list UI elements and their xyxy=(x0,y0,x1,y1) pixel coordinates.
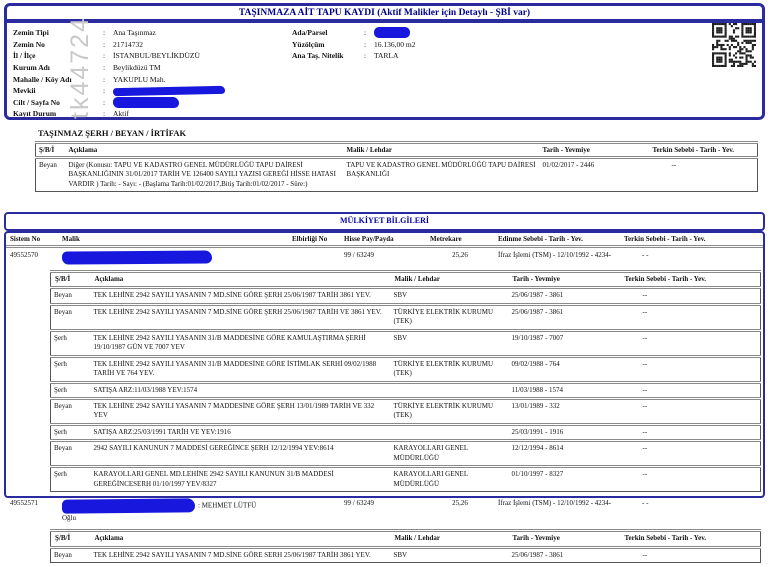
sbi-tarih: 25/06/1987 - 3861 xyxy=(509,288,621,304)
sbi-terkin: -- xyxy=(621,441,761,467)
sbi-row xyxy=(51,288,761,304)
field-mahalle-koy-adi xyxy=(13,73,756,85)
sbi-malik: KARAYOLLARI GENEL MÜDÜRLÜĞÜ xyxy=(391,467,509,492)
sbi-terkin: -- xyxy=(621,398,761,424)
sbi-header-row xyxy=(51,531,761,547)
sbi-malik: TÜRKİYE ELEKTRİK KURUMU (TEK) xyxy=(391,356,509,382)
sbi-malik xyxy=(391,424,509,440)
field-ada-parsel xyxy=(292,27,592,39)
mulkiyet-header-row xyxy=(6,233,763,247)
owner-sbi-wrap xyxy=(50,529,761,563)
owner-row xyxy=(6,247,763,268)
sbi-header-row xyxy=(51,272,761,288)
field-label: Yüzölçüm xyxy=(292,39,325,49)
field-yuzolcum xyxy=(292,39,592,51)
sbi-tarih: 12/12/1994 - 8614 xyxy=(509,441,621,467)
sbi-row xyxy=(51,330,761,356)
sbi-tarih: 01/10/1997 - 8327 xyxy=(509,467,621,492)
sbi-aciklama: SATIŞA ARZ:11/03/1988 YEV:1574 xyxy=(91,382,391,398)
sbi-aciklama: KARAYOLLARI GENEL MD.LEHİNE 2942 SAYILI KANUNUN 31/B MADDESİ GEREĞİNCESERH 01/10/1997 YEV/8327 xyxy=(91,467,391,492)
col-sbi: Ş/B/İ xyxy=(51,272,91,288)
field-value: Aktif xyxy=(113,109,129,119)
mulkiyet-box xyxy=(4,231,765,559)
owner-sbi-table xyxy=(50,529,761,563)
redacted-value xyxy=(374,27,410,38)
col-terkin: Terkin Sebebi - Tarih - Yev. xyxy=(650,143,758,158)
owner-name-line2: Oğlu xyxy=(62,514,76,522)
col-aciklama: Açıklama xyxy=(66,143,344,158)
sbi-row xyxy=(51,467,761,492)
sbi-terkin: -- xyxy=(671,161,677,169)
mulkiyet-title-bar xyxy=(4,212,765,231)
owner-metrekare: 25,26 xyxy=(452,251,468,259)
sbi-row xyxy=(51,382,761,398)
sbi-type: Beyan xyxy=(39,161,57,169)
sbi-terkin: -- xyxy=(621,356,761,382)
mulkiyet-table xyxy=(6,233,763,567)
owner-terkin: - - xyxy=(642,251,649,259)
serh-table-header xyxy=(36,143,758,158)
owner-edinme: İfraz İşlemi (TSM) - 12/10/1992 - 4234- xyxy=(498,251,612,259)
field-value: 21714732 xyxy=(113,39,143,49)
serh-table xyxy=(35,141,758,192)
sbi-malik xyxy=(391,382,509,398)
watermark: tk44724 xyxy=(66,16,94,119)
colon: : xyxy=(103,109,106,119)
sbi-tarih: 25/06/1987 - 3861 xyxy=(509,547,621,562)
owner-sbi-wrap xyxy=(50,270,761,492)
col-sbi: Ş/B/İ xyxy=(51,531,91,547)
sbi-aciklama: TEK LEHİNE 2942 SAYILI YASANIN 31/B MADDESİNE GÖRE KAMULAŞTIRMA ŞERHİ 19/10/1987 GÜN VE 7007 YEV xyxy=(91,330,391,356)
col-sistem-no: Sistem No xyxy=(6,233,58,247)
sbi-row xyxy=(51,441,761,467)
colon: : xyxy=(103,63,106,73)
property-fields xyxy=(7,23,762,120)
sbi-malik: SBV xyxy=(391,288,509,304)
colon: : xyxy=(103,74,106,84)
field-value xyxy=(113,86,225,95)
owner-elbirligi xyxy=(288,247,340,268)
field-kayit-durum xyxy=(13,108,756,120)
sbi-malik: TÜRKİYE ELEKTRİK KURUMU (TEK) xyxy=(391,398,509,424)
owner-malik xyxy=(58,496,288,526)
field-label: Ada/Parsel xyxy=(292,28,328,38)
sbi-type: Beyan xyxy=(51,288,91,304)
sbi-tarih: 25/06/1987 - 3861 xyxy=(509,304,621,330)
owner-name-suffix: : MEHMET LÜTFÜ xyxy=(198,501,257,510)
sbi-aciklama: 2942 SAYILI KANUNUN 7 MADDESİ GEREĞİNCE ŞERH 12/12/1994 YEV:8614 xyxy=(91,441,391,467)
colon: : xyxy=(103,86,106,96)
field-label: Zemin No xyxy=(13,39,45,49)
qr-code xyxy=(712,23,756,67)
sbi-aciklama: TEK LEHİNE 2942 SAYILI YASANIN 31/B MADDESİNE GÖRE İSTİMLAK SERHİ 09/02/1988 TARİH VE 764 YEV. xyxy=(91,356,391,382)
redacted-value xyxy=(113,97,179,108)
sbi-tarih: 09/02/1988 - 764 xyxy=(509,356,621,382)
sbi-type: Şerh xyxy=(51,330,91,356)
sbi-aciklama: TEK LEHİNE 2942 SAYILI YASANIN 7 MD.SİNE GÖRE SERH 25/06/1987 TARİH 3861 YEV. xyxy=(91,547,391,562)
field-kurum-adi xyxy=(13,62,756,74)
sbi-aciklama: TEK LEHİNE 2942 SAYILI YASANIN 7 MD.SİNE GÖRE ŞERH 25/06/1987 TARİH VE 3861 YEV. xyxy=(91,304,391,330)
field-label: Cilt / Sayfa No xyxy=(13,97,60,107)
col-malik-lehdar: Malik / Lehdar xyxy=(391,531,509,547)
col-tarih-yevmiye: Tarih - Yevmiye xyxy=(540,143,650,158)
sbi-aciklama: SATIŞA ARZ:25/03/1991 TARİH VE YEV:1916 xyxy=(91,424,391,440)
col-malik-lehdar: Malik / Lehdar xyxy=(344,143,540,158)
field-label: Zemin Tipi xyxy=(13,28,49,38)
serh-section-heading: TAŞINMAZ ŞERH / BEYAN / İRTİFAK xyxy=(38,128,187,138)
sbi-type: Beyan xyxy=(51,441,91,467)
field-label: İl / İlçe xyxy=(13,51,36,61)
owner-elbirligi xyxy=(288,496,340,526)
col-edinme: Edinme Sebebi - Tarih - Yev. xyxy=(494,233,620,247)
serh-row xyxy=(36,158,758,192)
sbi-row xyxy=(51,304,761,330)
field-label: Mahalle / Köy Adı xyxy=(13,74,72,84)
sbi-row xyxy=(51,424,761,440)
document-title: TAŞINMAZA AİT TAPU KAYDI (Aktif Malikler için Detaylı - ŞBİ var) xyxy=(238,8,531,18)
sbi-type: Beyan xyxy=(51,547,91,562)
sbi-malik: KARAYOLLARI GENEL MÜDÜRLÜĞÜ xyxy=(391,441,509,467)
sbi-malik: TAPU VE KADASTRO GENEL MÜDÜRLÜĞÜ TAPU DAİRESİ BAŞKANLIĞI xyxy=(346,161,536,179)
col-aciklama: Açıklama xyxy=(91,272,391,288)
field-label: Mevkii xyxy=(13,86,36,96)
owner-hisse: 99 / 63249 xyxy=(344,251,374,259)
field-cilt-sayfa-no xyxy=(13,97,756,109)
redacted-value xyxy=(113,86,225,96)
owner-edinme: İfraz İşlemi (TSM) - 12/10/1992 - 4234- xyxy=(498,499,612,507)
field-label: Kayıt Durum xyxy=(13,109,57,119)
sbi-row xyxy=(51,356,761,382)
colon: : xyxy=(364,28,367,38)
sbi-terkin: -- xyxy=(621,547,761,562)
sbi-terkin: -- xyxy=(621,330,761,356)
col-malik-lehdar: Malik / Lehdar xyxy=(391,272,509,288)
sbi-type: Şerh xyxy=(51,356,91,382)
sbi-terkin: -- xyxy=(621,382,761,398)
sbi-terkin: -- xyxy=(621,467,761,492)
field-value: Beylikdüzü TM xyxy=(113,63,161,73)
col-metrekare: Metrekare xyxy=(426,233,494,247)
owner-sistem-no: 49552571 xyxy=(10,499,38,507)
property-info-box xyxy=(4,3,765,120)
col-terkin: Terkin Sebebi - Tarih - Yev. xyxy=(620,233,763,247)
field-label: Kurum Adı xyxy=(13,63,50,73)
col-terkin: Terkin Sebebi - Tarih - Yev. xyxy=(621,531,761,547)
sbi-aciklama: TEK LEHİNE 2942 SAYILI YASANIN 7 MADDESİNE GÖRE ŞERH 13/01/1989 TARİH VE 332 YEV xyxy=(91,398,391,424)
owner-sbi-section xyxy=(6,267,763,496)
colon: : xyxy=(103,28,106,38)
colon: : xyxy=(364,39,367,49)
sbi-tarih: 01/02/2017 - 2446 xyxy=(542,161,595,169)
col-aciklama: Açıklama xyxy=(91,531,391,547)
sbi-tarih: 19/10/1987 - 7007 xyxy=(509,330,621,356)
col-tarih-yevmiye: Tarih - Yevmiye xyxy=(509,531,621,547)
owner-sbi-table xyxy=(50,270,761,492)
property-fields-right xyxy=(292,27,592,62)
sbi-terkin: -- xyxy=(621,288,761,304)
field-value: 16.136,00 m2 xyxy=(374,39,416,49)
sbi-malik: SBV xyxy=(391,547,509,562)
sbi-type: Beyan xyxy=(51,398,91,424)
colon: : xyxy=(103,51,106,61)
field-value xyxy=(374,27,410,38)
colon: : xyxy=(364,51,367,61)
sbi-tarih: 13/01/1989 - 332 xyxy=(509,398,621,424)
sbi-type: Şerh xyxy=(51,382,91,398)
redacted-owner-name xyxy=(62,498,195,513)
col-terkin: Terkin Sebebi - Tarih - Yev. xyxy=(621,272,761,288)
sbi-aciklama: TEK LEHİNE 2942 SAYILI YASANIN 7 MD.SİNE GÖRE ŞERH 25/06/1987 TARİH 3861 YEV. xyxy=(91,288,391,304)
owner-metrekare: 25,26 xyxy=(452,499,468,507)
owner-malik xyxy=(58,247,288,268)
sbi-type: Beyan xyxy=(51,304,91,330)
col-elbirligi-no: Elbirliği No xyxy=(288,233,340,247)
owner-terkin: - - xyxy=(642,499,649,507)
col-hisse: Hisse Pay/Payda xyxy=(340,233,426,247)
sbi-tarih: 11/03/1988 - 1574 xyxy=(509,382,621,398)
sbi-row xyxy=(51,398,761,424)
sbi-terkin: -- xyxy=(621,304,761,330)
mulkiyet-title: MÜLKİYET BİLGİLERİ xyxy=(340,216,429,225)
col-sbi: Ş/B/İ xyxy=(36,143,66,158)
field-label: Ana Taş. Nitelik xyxy=(292,51,344,61)
owner-row xyxy=(6,496,763,526)
sbi-terkin: -- xyxy=(621,424,761,440)
sbi-type: Şerh xyxy=(51,467,91,492)
owner-sistem-no: 49552570 xyxy=(10,251,38,259)
colon: : xyxy=(103,39,106,49)
sbi-type: Şerh xyxy=(51,424,91,440)
field-value: Ana Taşınmaz xyxy=(113,28,156,38)
sbi-row xyxy=(51,547,761,562)
field-value: TARLA xyxy=(374,51,399,61)
field-value: İSTANBUL/BEYLİKDÜZÜ xyxy=(113,51,200,61)
owner-sbi-section xyxy=(6,526,763,567)
sbi-malik: SBV xyxy=(391,330,509,356)
field-ana-tas-nitelik xyxy=(292,50,592,62)
sbi-aciklama: Diğer (Konusu: TAPU VE KADASTRO GENEL MÜDÜRLÜĞÜ TAPU DAİRESİ BAŞKANLIĞININ 31/01/2017 TARİH VE 126400 SAYILI YAZISI GEREĞİ HİSSE HATASI VARDIR ) Tarih: - Sayı: - (Başlama Tarih:01/02/2017,Bitiş Tarih:01/02/2017 - Süre:) xyxy=(68,161,336,188)
col-tarih-yevmiye: Tarih - Yevmiye xyxy=(509,272,621,288)
field-value xyxy=(113,97,179,108)
owner-hisse: 99 / 63249 xyxy=(344,499,374,507)
colon: : xyxy=(103,97,106,107)
redacted-owner-name xyxy=(62,250,212,264)
field-value: YAKUPLU Mah. xyxy=(113,74,166,84)
sbi-tarih: 25/03/1991 - 1916 xyxy=(509,424,621,440)
col-malik: Malik xyxy=(58,233,288,247)
field-mevkii xyxy=(13,85,756,97)
sbi-malik: TÜRKİYE ELEKTRİK KURUMU (TEK) xyxy=(391,304,509,330)
